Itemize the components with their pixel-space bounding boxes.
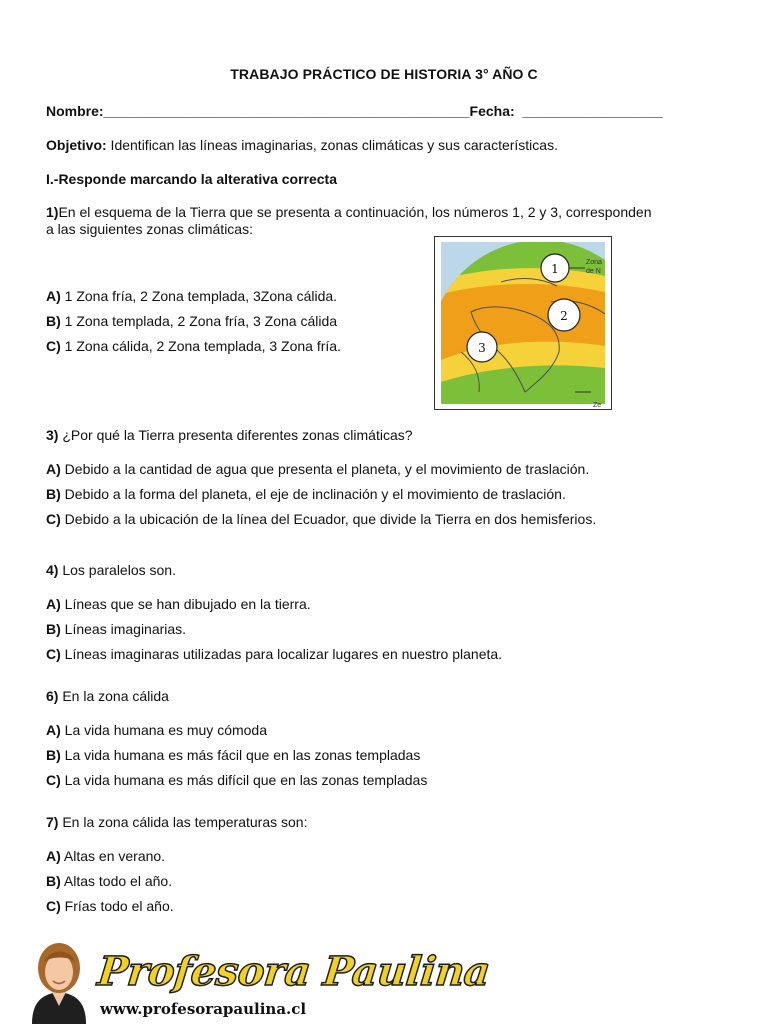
option-text: 1 Zona cálida, 2 Zona templada, 3 Zona fría. [60, 338, 341, 354]
q1-text-line1: En el esquema de la Tierra que se presenta a continuación, los números 1, 2 y 3, corresponden [58, 204, 652, 220]
option-label: C) [46, 772, 61, 788]
option-text: Altas todo el año. [60, 873, 173, 889]
option-label: A) [46, 596, 61, 612]
objective-line [46, 137, 558, 153]
teacher-portrait [22, 940, 96, 1024]
zone-number-1: 1 [551, 262, 559, 276]
option-text: Líneas que se han dibujado en la tierra. [60, 596, 311, 612]
q1-option-a[interactable] [46, 288, 337, 304]
option-label: B) [46, 747, 61, 763]
q1-number: 1) [46, 204, 59, 220]
option-text: Frías todo el año. [60, 898, 174, 914]
option-label: B) [46, 621, 61, 637]
q4-text [46, 562, 176, 578]
instruction-heading: I.-Responde marcando la alterativa correcta [46, 171, 337, 187]
name-date-line [46, 103, 663, 119]
option-text: Altas en verano. [60, 848, 166, 864]
q3-option-a[interactable] [46, 461, 589, 477]
option-text: 1 Zona fría, 2 Zona templada, 3Zona cálida. [60, 288, 338, 304]
q3-question: ¿Por qué la Tierra presenta diferentes zonas climáticas? [58, 427, 413, 443]
q3-number: 3) [46, 427, 59, 443]
q7-question: En la zona cálida las temperaturas son: [58, 814, 308, 830]
q6-option-b[interactable] [46, 747, 420, 763]
option-label: A) [46, 848, 61, 864]
fecha-field[interactable]: __________________ [522, 103, 663, 119]
option-label: C) [46, 646, 61, 662]
option-text: 1 Zona templada, 2 Zona fría, 3 Zona cálida [60, 313, 338, 329]
q7-option-b[interactable] [46, 873, 172, 889]
q1-option-b[interactable] [46, 313, 337, 329]
brand-url[interactable]: www.profesorapaulina.cl [100, 1000, 307, 1018]
option-text: La vida humana es muy cómoda [60, 722, 268, 738]
q4-option-b[interactable] [46, 621, 186, 637]
option-text: Líneas imaginaras utilizadas para localizar lugares en nuestro planeta. [60, 646, 503, 662]
q7-number: 7) [46, 814, 59, 830]
q7-text [46, 814, 307, 830]
globe-illustration [441, 242, 605, 409]
page-title: TRABAJO PRÁCTICO DE HISTORIA 3° AÑO C [230, 66, 538, 82]
q3-text [46, 427, 413, 443]
option-label: B) [46, 486, 61, 502]
q4-option-a[interactable] [46, 596, 311, 612]
q1-text-line2: a las siguientes zonas climáticas: [46, 221, 253, 237]
q6-option-c[interactable] [46, 772, 427, 788]
option-label: A) [46, 288, 61, 304]
option-text: La vida humana es más difícil que en las zonas templadas [60, 772, 428, 788]
option-label: B) [46, 873, 61, 889]
q1-text [46, 204, 651, 220]
q3-option-b[interactable] [46, 486, 566, 502]
q7-option-c[interactable] [46, 898, 174, 914]
option-text: Debido a la forma del planeta, el eje de inclinación y el movimiento de traslación. [60, 486, 566, 502]
zone-tag-top-2: de N [586, 268, 601, 275]
q6-number: 6) [46, 688, 59, 704]
portrait-face [45, 954, 73, 990]
option-text: Debido a la ubicación de la línea del Ecuador, que divide la Tierra en dos hemisferios. [60, 511, 597, 527]
zone-tag-bottom: Ze [593, 402, 602, 409]
q4-question: Los paralelos son. [58, 562, 176, 578]
q4-number: 4) [46, 562, 59, 578]
objetivo-label: Objetivo: [46, 137, 107, 153]
option-label: A) [46, 461, 61, 477]
q4-option-c[interactable] [46, 646, 502, 662]
option-label: B) [46, 313, 61, 329]
option-text: Líneas imaginarias. [60, 621, 187, 637]
zone-number-3: 3 [478, 341, 486, 355]
option-label: C) [46, 338, 61, 354]
q3-option-c[interactable] [46, 511, 596, 527]
q6-option-a[interactable] [46, 722, 267, 738]
objetivo-text: Identifican las líneas imaginarias, zonas climáticas y sus características. [106, 137, 558, 153]
climate-zones-diagram [434, 236, 612, 410]
nombre-label: Nombre: [46, 103, 104, 119]
q6-question: En la zona cálida [58, 688, 169, 704]
brand-logo-text: Profesora Paulina [95, 948, 492, 995]
q7-option-a[interactable] [46, 848, 165, 864]
option-label: A) [46, 722, 61, 738]
option-label: C) [46, 511, 61, 527]
q6-text [46, 688, 169, 704]
option-text: La vida humana es más fácil que en las zonas templadas [60, 747, 421, 763]
zone-number-2: 2 [560, 309, 568, 323]
nombre-field[interactable]: _______________________________________________ [103, 103, 470, 119]
option-label: C) [46, 898, 61, 914]
option-text: Debido a la cantidad de agua que presenta el planeta, y el movimiento de traslación. [60, 461, 590, 477]
fecha-label: Fecha: [469, 103, 515, 119]
q1-option-c[interactable] [46, 338, 341, 354]
zone-tag-top: Zona [586, 259, 602, 266]
